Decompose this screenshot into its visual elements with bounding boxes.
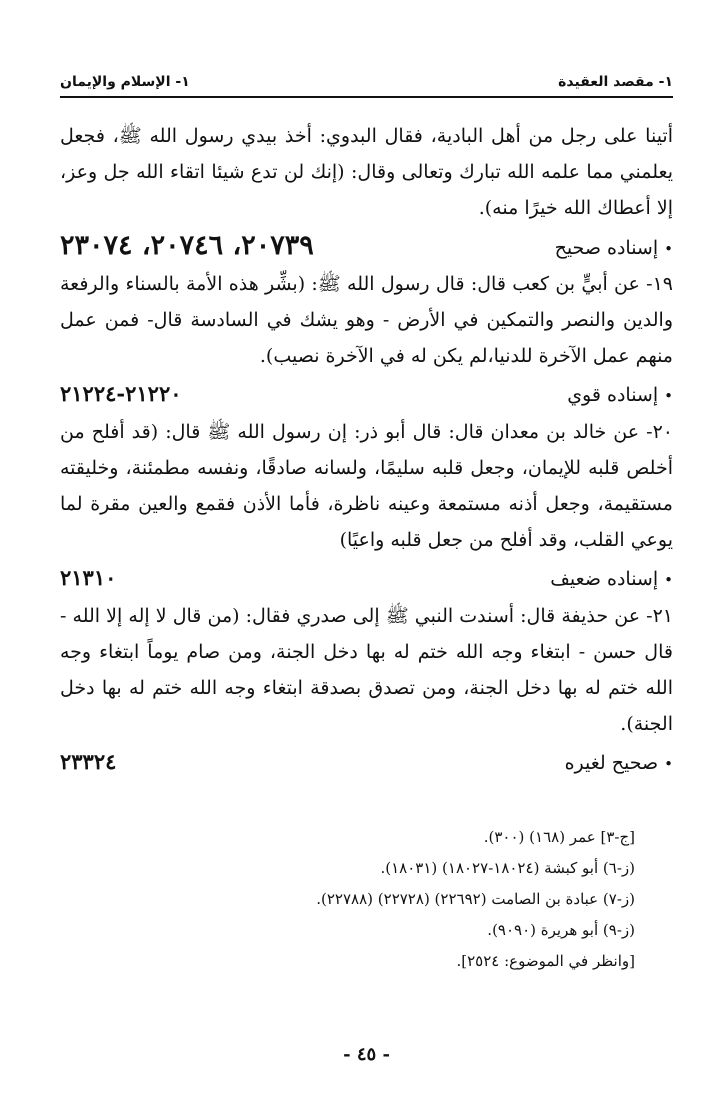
header-rule (60, 96, 673, 98)
bullet: • (664, 755, 673, 773)
footnote: (ز-٩) أبو هريرة (٩٠٩٠). (487, 921, 635, 939)
grade-label: إسناده صحيح (554, 237, 659, 259)
running-header (60, 62, 673, 90)
bullet: • (664, 387, 673, 405)
hadith-refs: ٢٠٧٣٩، ٢٠٧٤٦، ٢٣٠٧٤ (60, 230, 314, 261)
footnote: [وانظر في الموضوع: ٢٥٢٤]. (456, 952, 635, 970)
main-text (60, 118, 673, 782)
page-number: - ٤٥ - (343, 1044, 390, 1065)
grade-label: صحيح لغيره (564, 752, 659, 774)
hadith-refs: ٢١٢٢٠-٢١٢٢٤ (60, 381, 182, 406)
footnote: [ج-٣] عمر (١٦٨) (٣٠٠). (483, 828, 635, 846)
hadith-refs: ٢١٣١٠ (60, 565, 117, 590)
bullet: • (664, 240, 673, 258)
footnote: (ز-٦) أبو كبشة (١٨٠٢٤-١٨٠٢٧) (١٨٠٣١). (380, 859, 635, 877)
hadith-21: ٢١- عن حذيفة قال: أسندت النبي ﷺ إلى صدري فقال: (من قال لا إله إلا الله - قال حسن - ابتغاء وجه الله ختم له بها دخل الجنة، ومن صام يوماً ابتغاء وجه الله ختم له بها دخل الجنة، ومن تصدق بصدقة ابتغاء وجه الله ختم له بها دخل الجنة). (60, 605, 673, 735)
grade-label: إسناده قوي (567, 384, 659, 406)
header-chapter: ١- مقصد العقيدة (558, 74, 673, 90)
grade-label: إسناده ضعيف (550, 568, 659, 590)
hadith-20: ٢٠- عن خالد بن معدان قال: قال أبو ذر: إن رسول الله ﷺ قال: (قد أفلح من أخلص قلبه للإيمان، وجعل قلبه سليمًا، ولسانه صادقًا، ونفسه مطمئنة، وخليقته مستقيمة، وجعل أذنه مستمعة وعينه ناظرة، فأما الأذن فقمع والعين مقرة لما يوعي القلب، وقد أفلح من جعل قلبه واعيًا) (60, 421, 674, 551)
grade-line (60, 374, 673, 414)
grade-line (60, 558, 673, 598)
grade-line (60, 226, 673, 266)
grade-line (60, 742, 673, 782)
paragraph-continued: أتينا على رجل من أهل البادية، فقال البدوي: أخذ بيدي رسول الله ﷺ، فجعل يعلمني مما علمه الله تبارك وتعالى وقال: (إنك لن تدع شيئا اتقاء الله جل وعز، إلا أعطاك الله خيرًا منه). (60, 125, 673, 219)
footnotes (60, 822, 673, 977)
bullet: • (664, 571, 673, 589)
hadith-refs: ٢٣٣٢٤ (60, 749, 117, 774)
header-section: ١- الإسلام والإيمان (60, 74, 190, 90)
footnote: (ز-٧) عبادة بن الصامت (٢٢٦٩٢) (٢٢٧٢٨) (٢٢٧٨٨). (316, 890, 635, 908)
hadith-19: ١٩- عن أبيٍّ بن كعب قال: قال رسول الله ﷺ: (بشِّر هذه الأمة بالسناء والرفعة والدين والنصر والتمكين في الأرض - وهو يشك في السادسة قال- فمن عمل منهم عمل الآخرة للدنيا،لم يكن له في الآخرة نصيب). (60, 273, 673, 367)
